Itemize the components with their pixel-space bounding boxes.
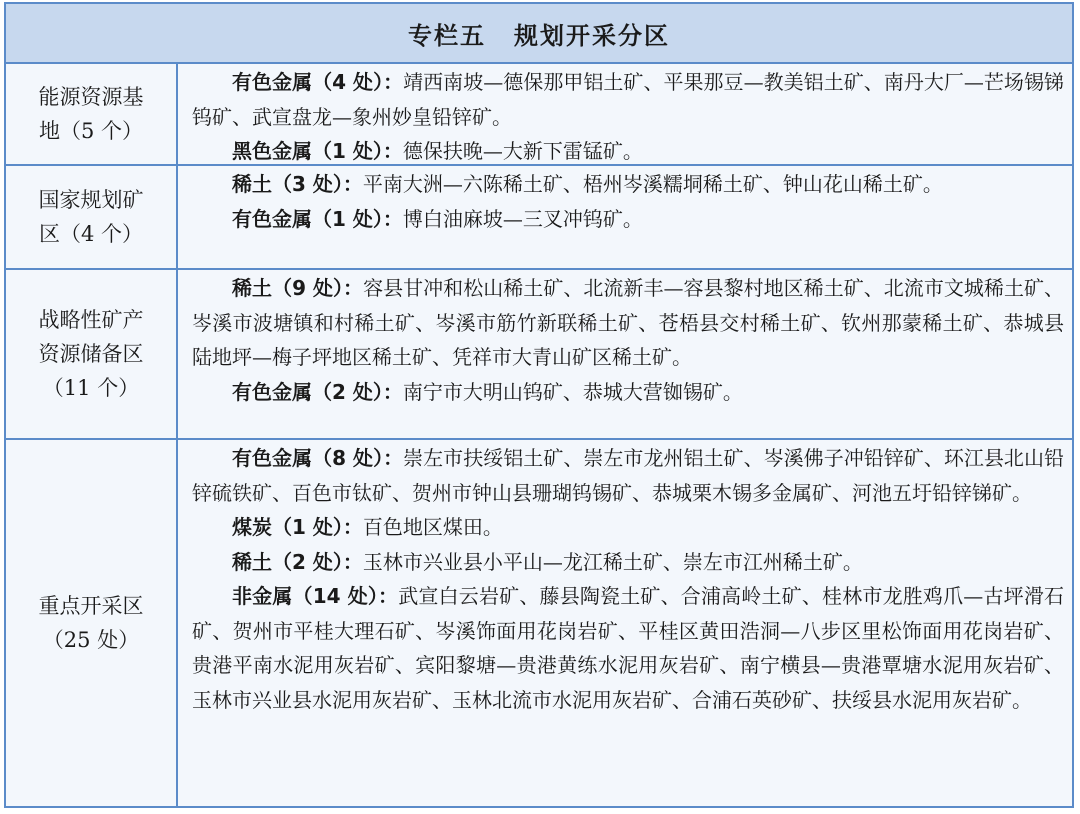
category-line: 国家规划矿 [38, 188, 144, 212]
paragraph-lead: 有色金属（1 处）： [232, 206, 403, 231]
paragraph-text: 崇左市扶绥铝土矿、崇左市龙州铝土矿、岑溪佛子冲铅锌矿、环江县北山铅锌硫铁矿、百色市钛矿、贺州市钟山县珊瑚钨锡矿、恭城栗木锡多金属矿、河池五圩铅锌锑矿。 [192, 446, 1064, 505]
category-line: 重点开采区 [38, 594, 144, 618]
category-line: 能源资源基 [38, 85, 144, 109]
category-cell [6, 166, 178, 268]
table-row [6, 64, 1072, 166]
category-line: （25 处） [42, 628, 140, 652]
content-paragraph [192, 271, 1064, 375]
content-cell [178, 440, 1072, 806]
content-paragraph [192, 167, 1064, 202]
content-paragraph [192, 510, 1064, 545]
paragraph-lead: 有色金属（4 处）： [232, 70, 404, 94]
planning-zones-table [4, 2, 1074, 808]
category-line: （11 个） [42, 376, 140, 400]
paragraph-text: 德保扶晚—大新下雷锰矿。 [402, 139, 643, 163]
content-paragraph [192, 375, 1064, 410]
paragraph-text: 百色地区煤田。 [362, 515, 503, 539]
content-paragraph [192, 545, 1064, 580]
paragraph-lead: 煤炭（1 处）： [232, 515, 363, 539]
content-paragraph [192, 65, 1064, 134]
category-line: 资源储备区 [38, 342, 144, 366]
table-title [6, 4, 1072, 64]
category-line: 地（5 个） [38, 119, 144, 143]
category-line: 区（4 个） [38, 222, 144, 246]
table-row [6, 270, 1072, 440]
category-line: 战略性矿产 [38, 308, 144, 332]
paragraph-text: 玉林市兴业县小平山—龙江稀土矿、崇左市江州稀土矿。 [362, 549, 863, 574]
paragraph-lead: 有色金属（2 处）： [232, 379, 403, 404]
content-cell [178, 166, 1072, 268]
paragraph-text: 靖西南坡—德保那甲铝土矿、平果那豆—教美铝土矿、南丹大厂—芒场锡锑钨矿、武宣盘龙—象州妙皇铅锌矿。 [192, 70, 1064, 129]
paragraph-lead: 稀土（3 处）： [232, 172, 363, 196]
content-paragraph [192, 579, 1064, 717]
table-row [6, 440, 1072, 806]
content-cell [178, 270, 1072, 438]
paragraph-lead: 稀土（9 处）： [232, 276, 364, 300]
content-paragraph [192, 202, 1064, 237]
paragraph-lead: 有色金属（8 处）： [232, 446, 404, 470]
paragraph-lead: 非金属（14 处）： [232, 584, 399, 608]
column-title: 规划开采分区 [514, 21, 670, 50]
paragraph-lead: 稀土（2 处）： [232, 549, 363, 574]
content-paragraph [192, 441, 1064, 510]
category-cell [6, 440, 178, 806]
table-row [6, 166, 1072, 270]
paragraph-text: 平南大洲—六陈稀土矿、梧州岑溪糯垌稀土矿、钟山花山稀土矿。 [362, 172, 943, 196]
paragraph-text: 容县甘冲和松山稀土矿、北流新丰—容县黎村地区稀土矿、北流市文城稀土矿、岑溪市波塘镇和村稀土矿、岑溪市筋竹新联稀土矿、苍梧县交村稀土矿、钦州那蒙稀土矿、恭城县陆地坪—梅子坪地区稀土矿、凭祥市大青山矿区稀土矿。 [192, 276, 1064, 369]
paragraph-text: 南宁市大明山钨矿、恭城大营铷锡矿。 [402, 379, 743, 404]
column-label: 专栏五 [408, 21, 486, 50]
category-cell [6, 64, 178, 164]
category-cell [6, 270, 178, 438]
paragraph-lead: 黑色金属（1 处）： [232, 139, 403, 163]
paragraph-text: 博白油麻坡—三叉冲钨矿。 [402, 206, 643, 231]
content-paragraph [192, 134, 1064, 169]
content-cell [178, 64, 1072, 164]
paragraph-text: 武宣白云岩矿、藤县陶瓷土矿、合浦高岭土矿、桂林市龙胜鸡爪—古坪滑石矿、贺州市平桂大理石矿、岑溪饰面用花岗岩矿、平桂区黄田浩洞—八步区里松饰面用花岗岩矿、贵港平南水泥用灰岩矿、宾阳黎塘—贵港黄练水泥用灰岩矿、南宁横县—贵港覃塘水泥用灰岩矿、玉林市兴业县水泥用灰岩矿、玉林北流市水泥用灰岩矿、合浦石英砂矿、扶绥县水泥用灰岩矿。 [192, 584, 1065, 712]
